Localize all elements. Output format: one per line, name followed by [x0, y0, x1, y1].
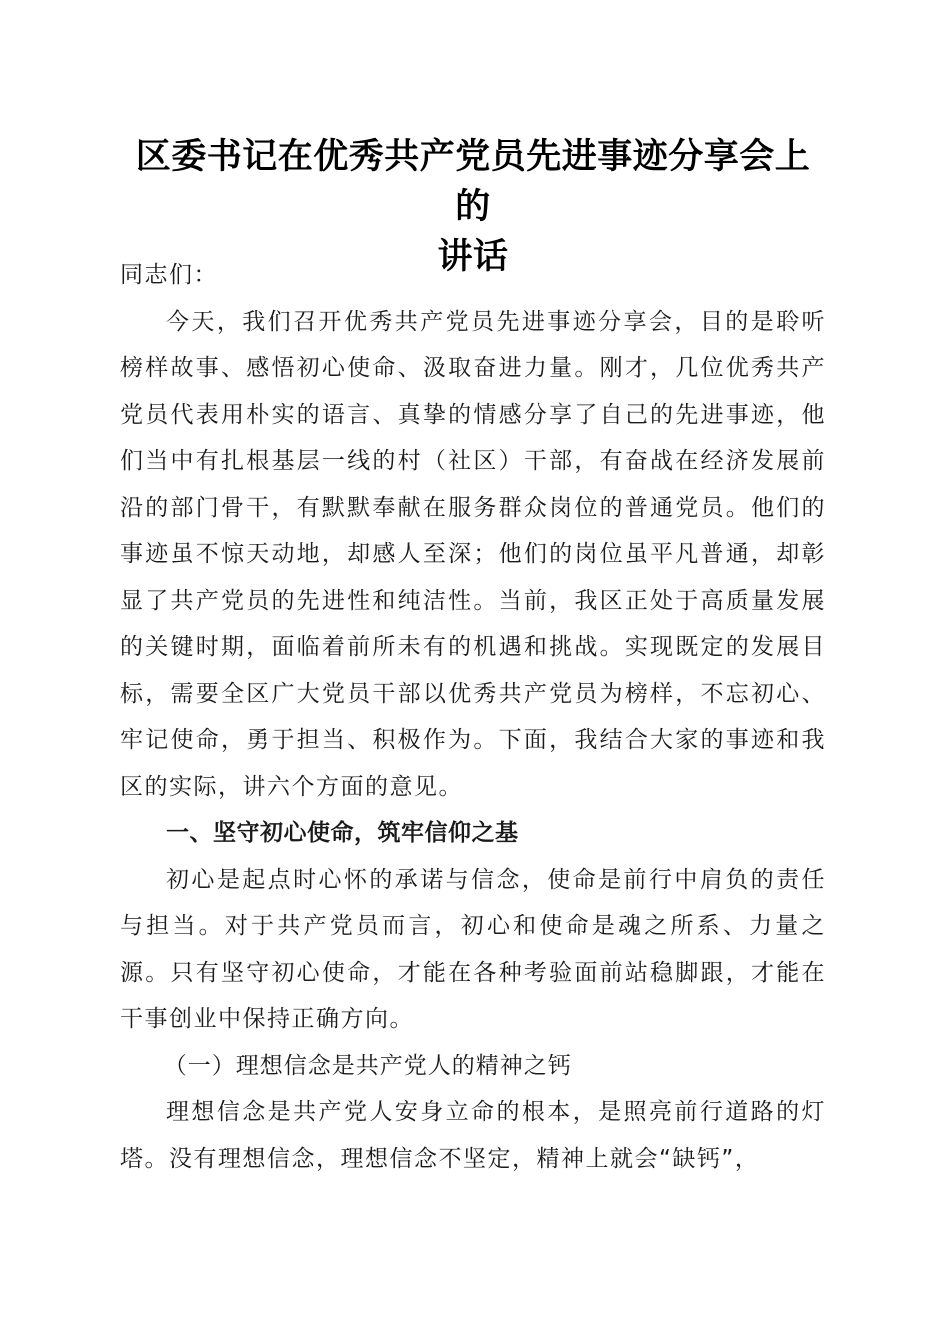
salutation: 同志们：: [120, 262, 218, 288]
section-heading-1: 一、坚守初心使命，筑牢信仰之基: [166, 820, 519, 846]
paragraph-subsection-1: 理想信念是共产党人安身立命的根本，是照亮前行道路的灯塔。没有理想信念，理想信念不坚定，精神上就会“缺钙”，: [120, 1099, 826, 1172]
subsection-heading-1: （一）理想信念是共产党人的精神之钙: [163, 1052, 572, 1079]
title-line-2: 讲话: [437, 236, 509, 277]
title-line-1: 区委书记在优秀共产党员先进事迹分享会上的: [135, 136, 811, 227]
paragraph-intro: 今天，我们召开优秀共产党员先进事迹分享会，目的是聆听榜样故事、感悟初心使命、汲取奋进力量。刚才，几位优秀共产党员代表用朴实的语言、真挚的情感分享了自己的先进事迹，他们当中有扎根基层一线的村（社区）干部，有奋战在经济发展前沿的部门骨干，有默默奉献在服务群众岗位的普通党员。他们的事迹虽不惊天动地，却感人至深；他们的岗位虽平凡普通，却彰显了共产党员的先进性和纯洁性。当前，我区正处于高质量发展的关键时期，面临着前所未有的机遇和挑战。实现既定的发展目标，需要全区广大党员干部以优秀共产党员为榜样，不忘初心、牢记使命，勇于担当、积极作为。下面，我结合大家的事迹和我区的实际，讲六个方面的意见。: [120, 308, 826, 800]
document-body: [120, 252, 826, 1182]
paragraph-section-1: 初心是起点时心怀的承诺与信念，使命是前行中肩负的责任与担当。对于共产党员而言，初心和使命是魂之所系、力量之源。只有坚守初心使命，才能在各种考验面前站稳脚跟，才能在干事创业中保持正确方向。: [120, 866, 826, 1032]
